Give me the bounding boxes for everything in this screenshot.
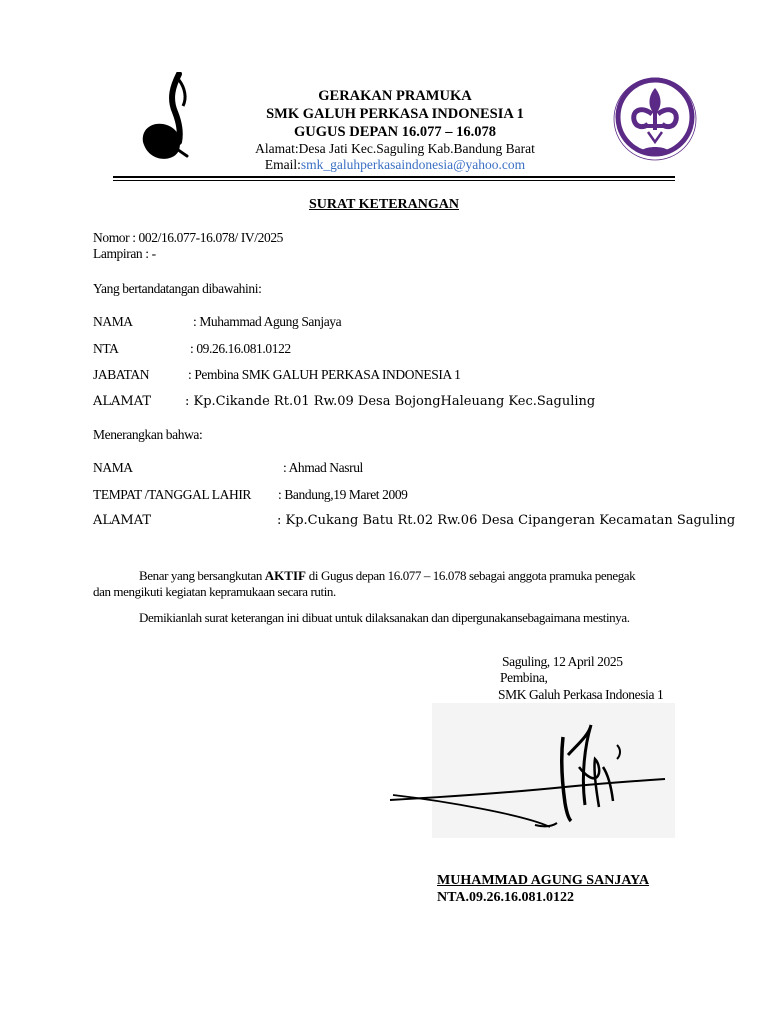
- subject-alamat-value: : Kp.Cukang Batu Rt.02 Rw.06 Desa Cipangeran Kecamatan Saguling: [277, 513, 736, 528]
- lampiran: Lampiran : -: [93, 246, 156, 261]
- menerangkan-text: Menerangkan bahwa:: [93, 427, 203, 442]
- signer-nta-label: NTA: [93, 341, 119, 356]
- wosm-emblem-icon: [612, 76, 698, 162]
- signer-jabatan-value: : Pembina SMK GALUH PERKASA INDONESIA 1: [188, 367, 461, 382]
- signer-jabatan-label: JABATAN: [93, 367, 150, 382]
- document-title: SURAT KETERANGAN: [308, 197, 459, 212]
- subject-ttl-value: : Bandung,19 Maret 2009: [278, 487, 408, 502]
- sign-role: Pembina,: [500, 670, 548, 685]
- header-rule-thick: [113, 176, 675, 178]
- handwritten-signature: [385, 715, 675, 835]
- header-org: GERAKAN PRAMUKA: [318, 88, 472, 104]
- subject-name-value: : Ahmad Nasrul: [283, 460, 363, 475]
- aktif-emphasis: AKTIF: [264, 568, 306, 583]
- nomor: Nomor : 002/16.077-16.078/ IV/2025: [93, 230, 284, 245]
- header-rule-thin: [113, 180, 675, 181]
- subject-ttl-label: TEMPAT /TANGGAL LAHIR: [93, 487, 252, 502]
- subject-alamat-label: ALAMAT: [93, 513, 152, 528]
- signer-nta: NTA.09.26.16.081.0122: [437, 890, 575, 905]
- intro-text: Yang bertandatangan dibawahini:: [93, 281, 262, 296]
- sign-place-date: Saguling, 12 April 2025: [502, 654, 623, 669]
- email-label: Email:: [264, 157, 301, 172]
- email-link[interactable]: smk_galuhperkasaindonesia@yahoo.com: [300, 157, 526, 172]
- signer-name-value: : Muhammad Agung Sanjaya: [193, 314, 342, 329]
- signer-full-name: MUHAMMAD AGUNG SANJAYA: [437, 873, 650, 888]
- header-address: Alamat:Desa Jati Kec.Saguling Kab.Bandung Barat: [255, 141, 535, 156]
- signer-alamat-label: ALAMAT: [93, 394, 152, 409]
- signer-name-label: NAMA: [93, 314, 133, 329]
- header-email: [190, 157, 600, 173]
- header-gugus: GUGUS DEPAN 16.077 – 16.078: [294, 124, 496, 140]
- paragraph-aktif: Benar yang bersangkutan AKTIF di Gugus depan 16.077 – 16.078 sebagai anggota pramuka penegak dan mengikuti kegiatan kepramukaan secara rutin.: [93, 568, 636, 599]
- paragraph-closing: Demikianlah surat keterangan ini dibuat untuk dilaksanakan dan dipergunakansebagaimana mestinya.: [139, 610, 630, 625]
- signer-alamat-value: : Kp.Cikande Rt.01 Rw.09 Desa BojongHaleuang Kec.Saguling: [185, 394, 596, 409]
- sign-org: SMK Galuh Perkasa Indonesia 1: [498, 687, 664, 702]
- header-school: SMK GALUH PERKASA INDONESIA 1: [266, 106, 524, 122]
- subject-name-label: NAMA: [93, 460, 133, 475]
- tunas-kelapa-logo-icon: [135, 72, 195, 164]
- signer-nta-value: : 09.26.16.081.0122: [190, 341, 291, 356]
